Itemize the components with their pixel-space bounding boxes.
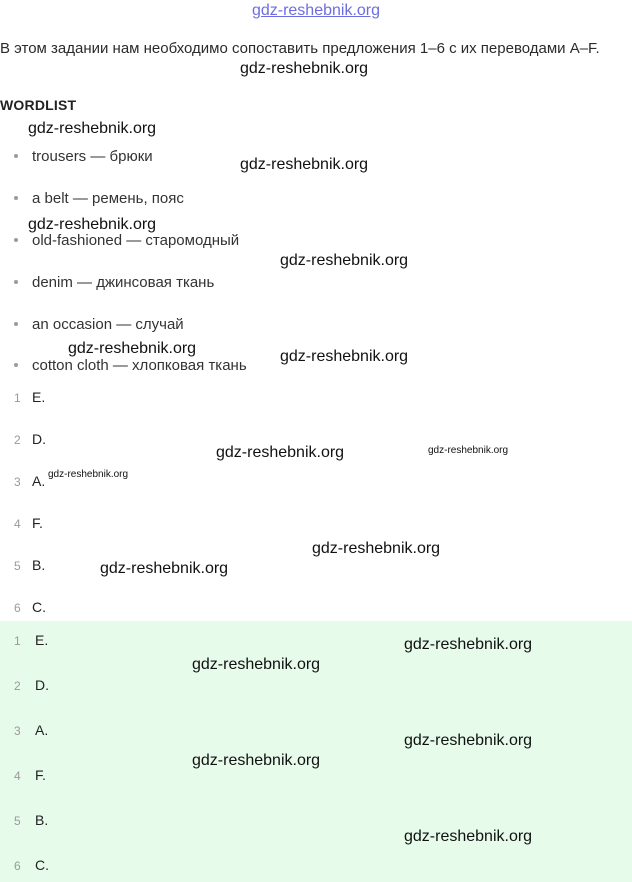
intro-text: В этом задании нам необходимо сопоставить предложения 1–6 с их переводами A–F. [0, 40, 600, 57]
watermark-text: gdz-reshebnik.org [280, 348, 409, 365]
wordlist-item: an occasion — случай [14, 316, 184, 333]
bullet-icon [14, 154, 18, 158]
watermark-text: gdz-reshebnik.org [312, 540, 441, 557]
watermark-text: gdz-reshebnik.org [100, 560, 229, 577]
watermark-text: gdz-reshebnik.org [192, 752, 321, 769]
answer-row: 2 D. [14, 431, 46, 447]
watermark-text: gdz-reshebnik.org [28, 120, 157, 137]
answer-row: 3 A. [14, 473, 46, 489]
watermark-text: gdz-reshebnik.org [404, 636, 533, 653]
bullet-icon [14, 238, 18, 242]
wordlist-item: denim — джинсовая ткань [14, 274, 214, 291]
watermark-text: gdz-reshebnik.org [428, 445, 509, 456]
watermark-text: gdz-reshebnik.org [240, 60, 369, 77]
site-header-link[interactable]: gdz-reshebnik.org [251, 2, 381, 19]
watermark-text: gdz-reshebnik.org [216, 444, 345, 461]
highlighted-answer-row: 2 D. [14, 677, 49, 693]
bullet-icon [14, 322, 18, 326]
watermark-text: gdz-reshebnik.org [404, 828, 533, 845]
highlighted-answer-row: 3 A. [14, 722, 49, 738]
wordlist-item: old-fashioned — старомодный [14, 232, 239, 249]
wordlist-item: a belt — ремень, пояс [14, 190, 184, 207]
answer-row: 4 F. [14, 515, 43, 531]
answer-row: 1 E. [14, 389, 46, 405]
bullet-icon [14, 196, 18, 200]
highlighted-answer-row: 5 B. [14, 812, 49, 828]
wordlist-item: cotton cloth — хлопковая ткань [14, 357, 247, 374]
bullet-icon [14, 280, 18, 284]
watermark-text: gdz-reshebnik.org [280, 252, 409, 269]
watermark-text: gdz-reshebnik.org [192, 656, 321, 673]
watermark-text: gdz-reshebnik.org [68, 340, 197, 357]
highlighted-answer-row: 4 F. [14, 767, 46, 783]
wordlist-item: trousers — брюки [14, 148, 153, 165]
highlighted-answer-row: 1 E. [14, 632, 49, 648]
watermark-text: gdz-reshebnik.org [28, 216, 157, 233]
highlighted-answer-row: 6 C. [14, 857, 49, 873]
answer-row: 6 C. [14, 599, 46, 615]
watermark-text: gdz-reshebnik.org [240, 156, 369, 173]
bullet-icon [14, 363, 18, 367]
watermark-text: gdz-reshebnik.org [404, 732, 533, 749]
answer-row: 5 B. [14, 557, 46, 573]
watermark-text: gdz-reshebnik.org [48, 469, 129, 480]
wordlist-title: WORDLIST [0, 97, 77, 113]
